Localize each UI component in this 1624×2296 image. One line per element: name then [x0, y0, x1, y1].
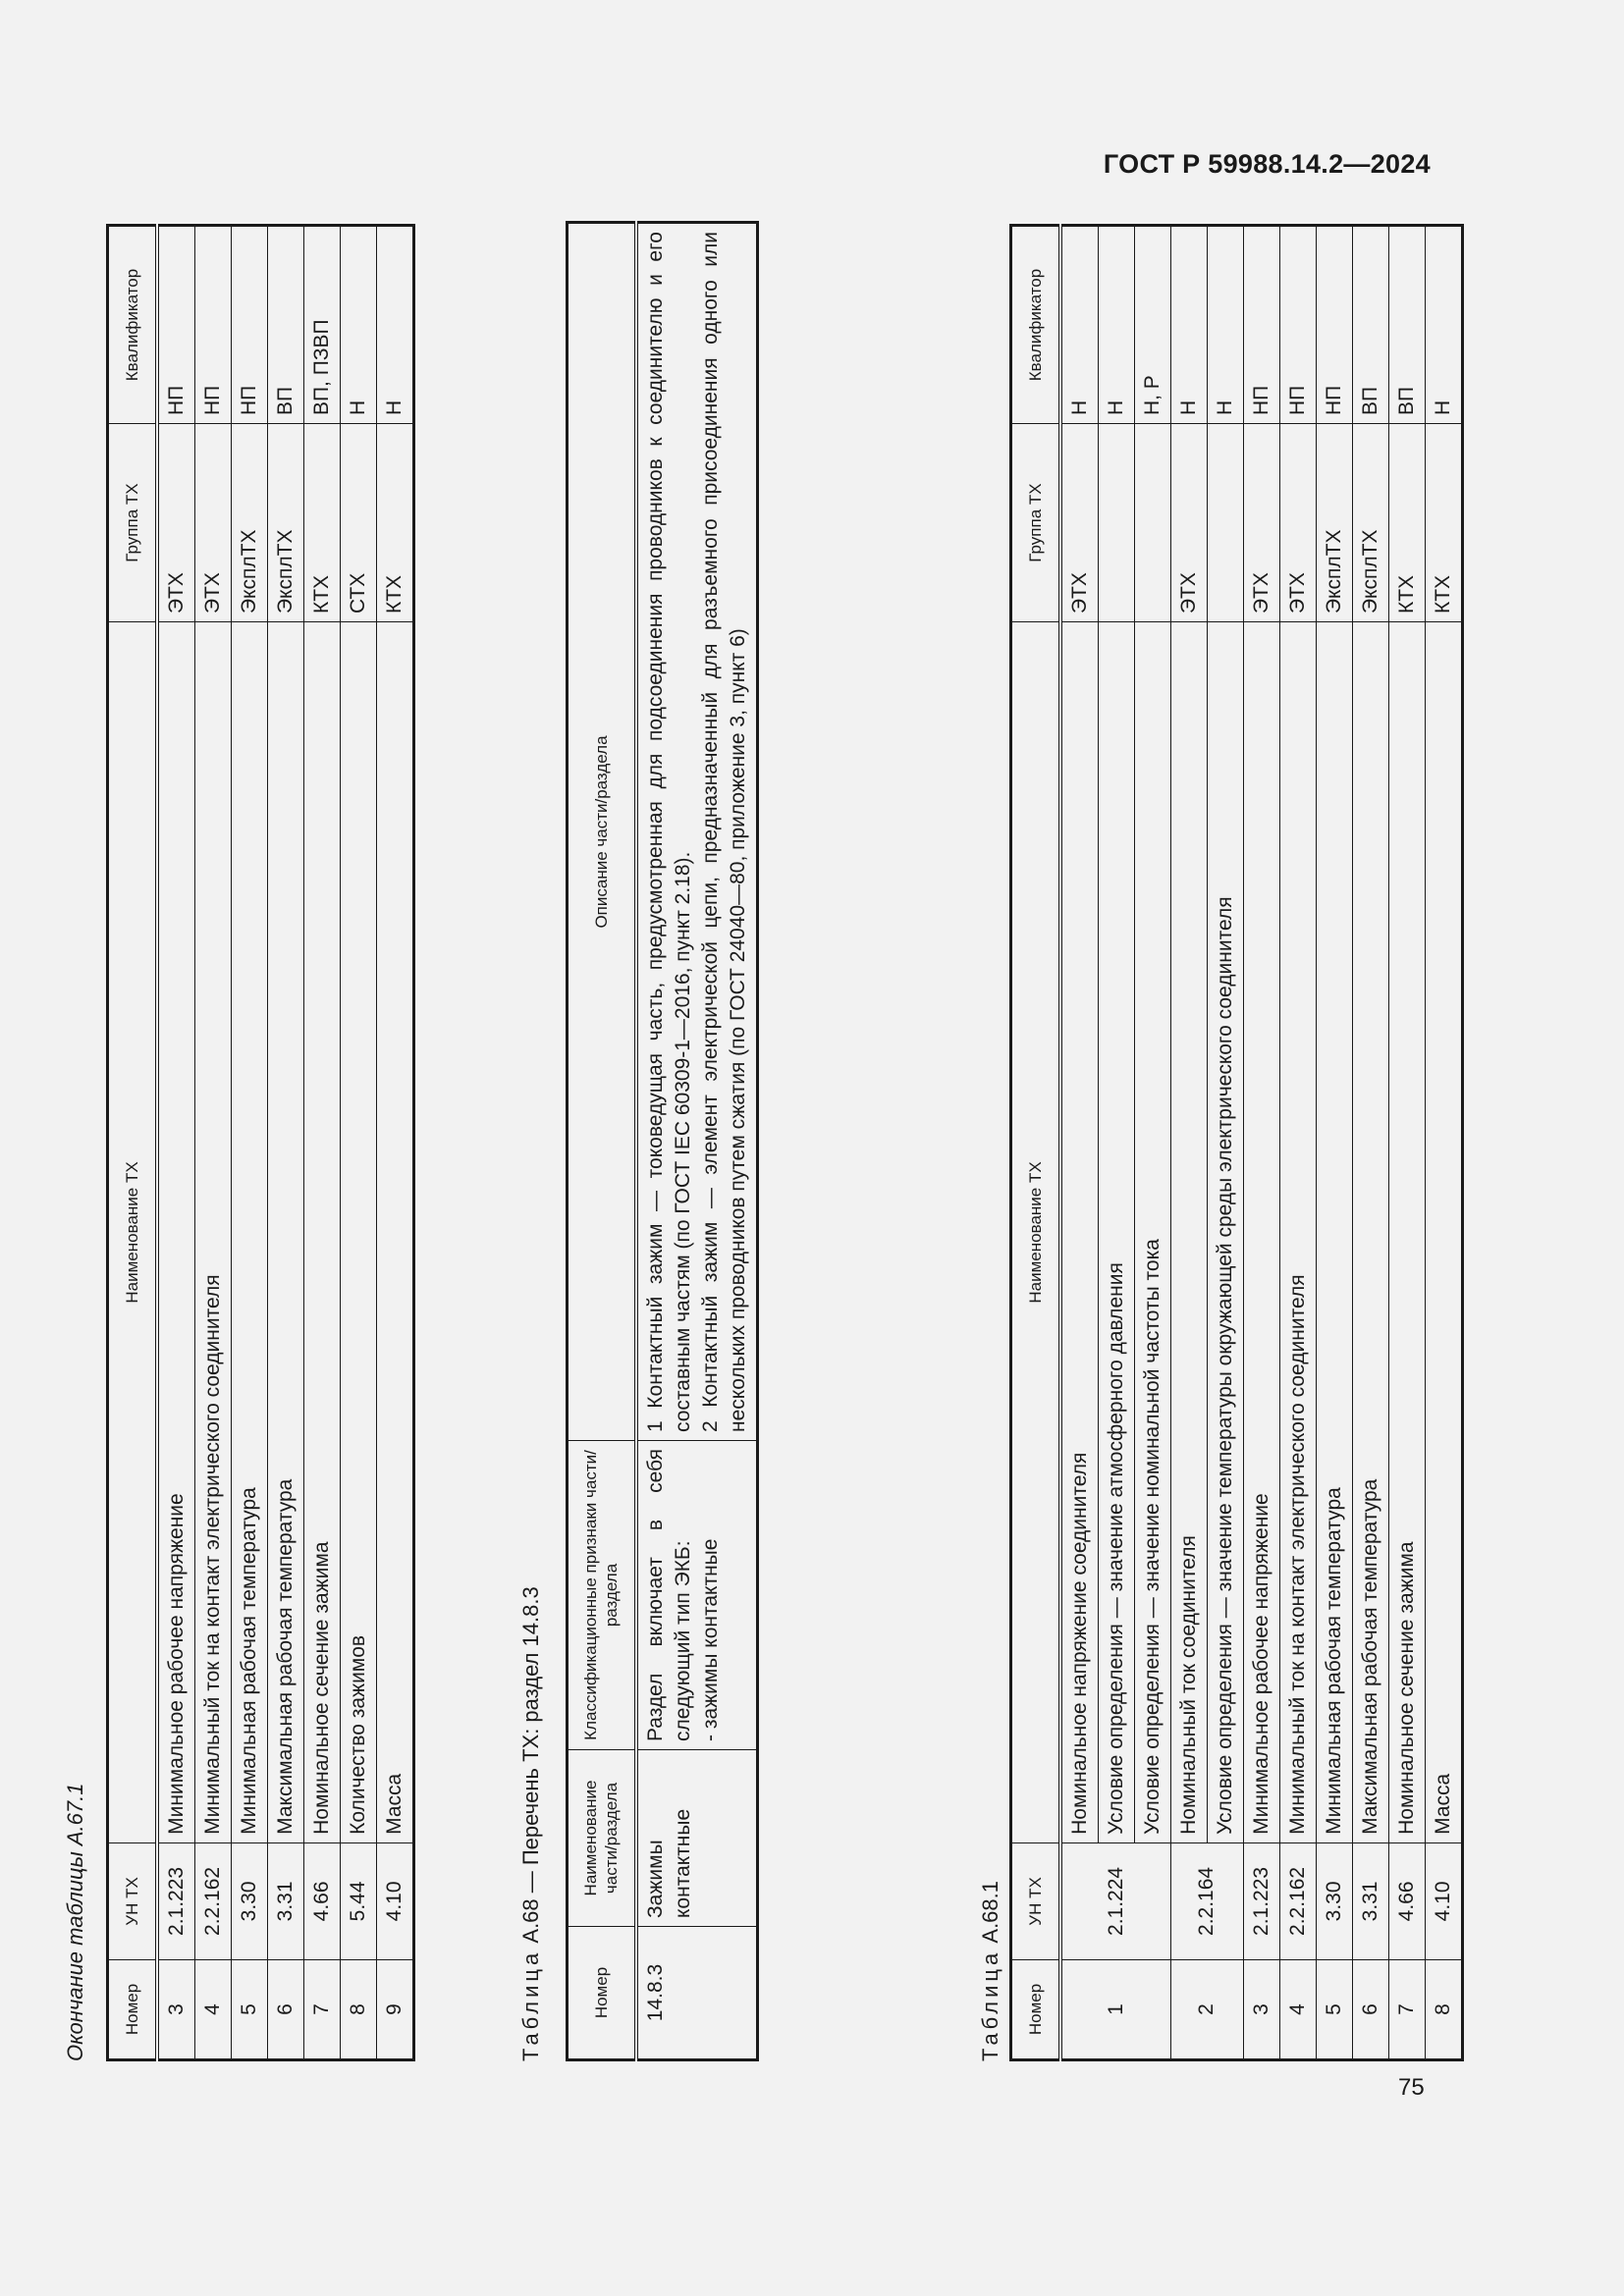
cell-name: Минимальное рабочее напряжение [1243, 622, 1279, 1843]
table-row [1279, 226, 1316, 2060]
table-a681 [1009, 224, 1464, 2061]
col-header-code: УН ТХ [1011, 1842, 1060, 1959]
cell-qualifier: ВП [1388, 226, 1425, 424]
cell-code: 2.2.164 [1170, 1842, 1243, 1959]
cell-number: 2 [1170, 1959, 1243, 2059]
table-row [1134, 226, 1170, 2060]
cell-number: 4 [1279, 1959, 1316, 2059]
col-header-number: Номер [1011, 1959, 1060, 2059]
cell-name: Масса [1425, 622, 1462, 1843]
cell-name: Масса [376, 622, 413, 1843]
cell-name: Номинальное сечение зажима [303, 622, 340, 1843]
cell-qualifier: Н [1060, 226, 1099, 424]
cell-group: ЭксплТХ [267, 424, 303, 622]
cell-features: Раздел включает в себя следующий тип ЭКБ: - зажимы контактные [636, 1441, 758, 1750]
cell-qualifier: НП [194, 226, 231, 424]
cell-name: Условие определения — значение атмосферного давления [1098, 622, 1134, 1843]
page-number: 75 [1398, 2074, 1425, 2101]
cell-qualifier: НП [157, 226, 195, 424]
cell-group: КТХ [303, 424, 340, 622]
table-a671 [106, 224, 415, 2061]
table-row [340, 226, 376, 2060]
cell-qualifier: НП [1316, 226, 1352, 424]
table-a671-caption: Окончание таблицы А.67.1 [63, 1783, 87, 2061]
cell-group: СТХ [340, 424, 376, 622]
table-row [636, 223, 758, 2060]
cell-group: ЭТХ [157, 424, 195, 622]
cell-code: 5.44 [340, 1842, 376, 1959]
cell-group: КТХ [1388, 424, 1425, 622]
table-row [231, 226, 267, 2060]
cell-code: 3.31 [267, 1842, 303, 1959]
cell-group [1134, 424, 1170, 622]
cell-name: Условие определения — значение температуры окружающей среды электрического соединителя [1207, 622, 1243, 1843]
cell-code: 3.30 [231, 1842, 267, 1959]
table-row [376, 226, 413, 2060]
table-row [1352, 226, 1388, 2060]
table-title: А.68.1 [978, 1881, 1002, 1944]
col-header-qualifier: Квалификатор [1011, 226, 1060, 424]
cell-code: 2.1.223 [1243, 1842, 1279, 1959]
table-a68-caption [518, 1586, 544, 2061]
col-header-name: Наименование ТХ [1011, 622, 1060, 1843]
cell-group: ЭТХ [1243, 424, 1279, 622]
cell-qualifier: Н [1207, 226, 1243, 424]
cell-name: Номинальное напряжение соединителя [1060, 622, 1099, 1843]
cell-group: ЭксплТХ [1316, 424, 1352, 622]
cell-qualifier: ВП, ПЗВП [303, 226, 340, 424]
col-header-number: Номер [568, 1927, 636, 2060]
table-title: А.68 — Перечень ТХ: раздел 14.8.3 [518, 1586, 543, 1944]
table-row [1425, 226, 1462, 2060]
table-a681-caption [978, 1881, 1003, 2061]
cell-number: 5 [231, 1959, 267, 2059]
col-header-part-name: Наименование части/раздела [568, 1750, 636, 1927]
cell-number: 8 [1425, 1959, 1462, 2059]
col-header-number: Номер [108, 1959, 157, 2059]
rotated-page-content [63, 216, 1454, 2061]
cell-name: Минимальный ток на контакт электрического соединителя [1279, 622, 1316, 1843]
cell-name: Номинальный ток соединителя [1170, 622, 1207, 1843]
col-header-name: Наименование ТХ [108, 622, 157, 1843]
cell-part-name: Зажимы контактные [636, 1750, 758, 1927]
table-a68 [566, 221, 759, 2061]
cell-name: Максимальная рабочая температура [267, 622, 303, 1843]
cell-number: 3 [1243, 1959, 1279, 2059]
cell-code: 4.66 [303, 1842, 340, 1959]
cell-qualifier: Н [1098, 226, 1134, 424]
col-header-group: Группа ТХ [108, 424, 157, 622]
col-header-description: Описание части/раздела [568, 223, 636, 1441]
cell-qualifier: НП [1243, 226, 1279, 424]
table-row [1243, 226, 1279, 2060]
table-row [157, 226, 195, 2060]
cell-number: 7 [1388, 1959, 1425, 2059]
cell-name: Номинальное сечение зажима [1388, 622, 1425, 1843]
table-row [1207, 226, 1243, 2060]
cell-name: Минимальная рабочая температура [1316, 622, 1352, 1843]
table-label: Таблица [518, 1949, 543, 2061]
cell-code: 3.30 [1316, 1842, 1352, 1959]
cell-name: Максимальная рабочая температура [1352, 622, 1388, 1843]
cell-code: 4.66 [1388, 1842, 1425, 1959]
cell-qualifier: Н [1425, 226, 1462, 424]
cell-group: ЭТХ [1279, 424, 1316, 622]
standard-code: ГОСТ Р 59988.14.2—2024 [1103, 149, 1431, 179]
cell-code: 3.31 [1352, 1842, 1388, 1959]
cell-number: 7 [303, 1959, 340, 2059]
cell-number: 5 [1316, 1959, 1352, 2059]
cell-qualifier: НП [1279, 226, 1316, 424]
cell-number: 9 [376, 1959, 413, 2059]
cell-group: ЭТХ [194, 424, 231, 622]
cell-code: 2.2.162 [1279, 1842, 1316, 1959]
cell-group: ЭксплТХ [231, 424, 267, 622]
table-row [1316, 226, 1352, 2060]
cell-name: Минимальный ток на контакт электрического соединителя [194, 622, 231, 1843]
cell-name: Минимальное рабочее напряжение [157, 622, 195, 1843]
cell-number: 3 [157, 1959, 195, 2059]
col-header-qualifier: Квалификатор [108, 226, 157, 424]
cell-name: Условие определения — значение номинальной частоты тока [1134, 622, 1170, 1843]
table-label: Таблица [978, 1949, 1002, 2061]
cell-group: ЭТХ [1060, 424, 1099, 622]
cell-group [1207, 424, 1243, 622]
cell-group [1098, 424, 1134, 622]
col-header-code: УН ТХ [108, 1842, 157, 1959]
cell-qualifier: НП [231, 226, 267, 424]
cell-code: 2.1.223 [157, 1842, 195, 1959]
table-row [194, 226, 231, 2060]
cell-number: 4 [194, 1959, 231, 2059]
cell-group: КТХ [1425, 424, 1462, 622]
cell-qualifier: Н [1170, 226, 1207, 424]
cell-code: 2.1.224 [1060, 1842, 1171, 1959]
cell-number: 14.8.3 [636, 1927, 758, 2060]
table-row [1060, 226, 1099, 2060]
col-header-group: Группа ТХ [1011, 424, 1060, 622]
cell-number: 1 [1060, 1959, 1171, 2059]
cell-group: ЭТХ [1170, 424, 1207, 622]
cell-qualifier: Н, Р [1134, 226, 1170, 424]
cell-name: Количество зажимов [340, 622, 376, 1843]
cell-qualifier: ВП [1352, 226, 1388, 424]
cell-number: 6 [267, 1959, 303, 2059]
table-row [267, 226, 303, 2060]
cell-code: 4.10 [1425, 1842, 1462, 1959]
cell-number: 8 [340, 1959, 376, 2059]
cell-qualifier: Н [340, 226, 376, 424]
cell-group: ЭксплТХ [1352, 424, 1388, 622]
cell-qualifier: ВП [267, 226, 303, 424]
table-row [1170, 226, 1207, 2060]
cell-code: 4.10 [376, 1842, 413, 1959]
col-header-features: Классификационные признаки части/раздела [568, 1441, 636, 1750]
cell-name: Минимальная рабочая температура [231, 622, 267, 1843]
table-row [1098, 226, 1134, 2060]
table-row [1388, 226, 1425, 2060]
cell-group: КТХ [376, 424, 413, 622]
cell-code: 2.2.162 [194, 1842, 231, 1959]
cell-qualifier: Н [376, 226, 413, 424]
cell-description: 1 Контактный зажим — токоведущая часть, предусмотренная для подсоединения проводников к соединителю и его составным частям (по ГОСТ IEC 60309-1—2016, пункт 2.18). 2 Контактный зажим — элемент электрической цепи, предназначенный для разъемного присоединения одного или нескольких проводников путем сжатия (по ГОСТ 24040—80, приложение 3, пункт 6) [636, 223, 758, 1441]
table-row [303, 226, 340, 2060]
cell-number: 6 [1352, 1959, 1388, 2059]
